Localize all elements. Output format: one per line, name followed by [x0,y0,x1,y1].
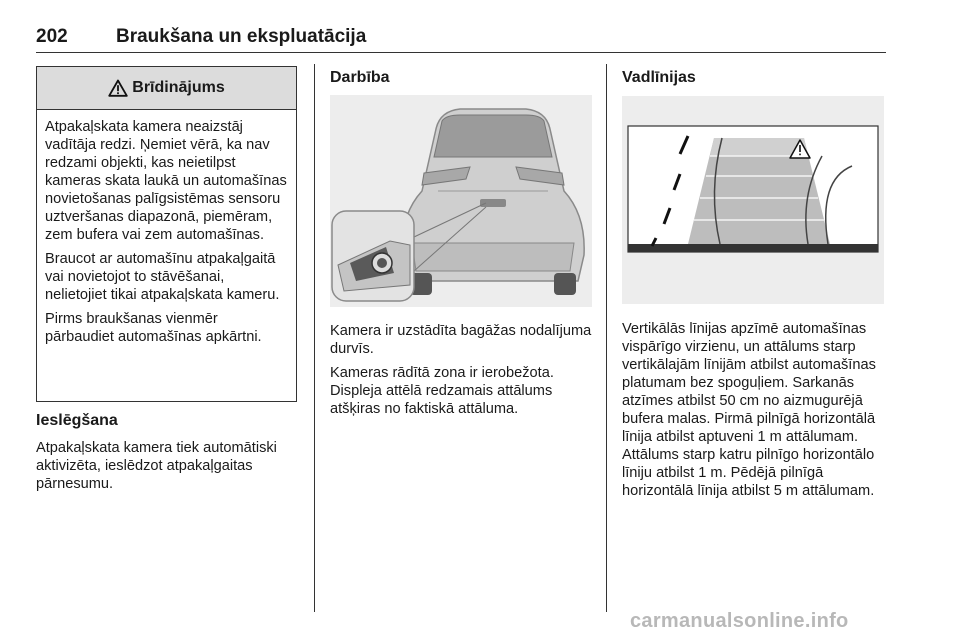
operation-text [330,322,592,424]
operation-paragraph: Kamera ir uzstādīta bagāžas nodalījuma durvīs. [330,323,592,357]
page-number: 202 [36,26,68,47]
warning-title: Brīdinājums [132,79,225,96]
column-divider-2 [606,64,607,612]
guidelines-paragraph: Vertikālās līnijas apzīmē automašīnas vispārīgo virzienu, un attālums starp vertikālajām līnijām atbilst automašīnas platumam bez spoguļiem. Sarkanās atzīmes atbilst 50 cm no aizmugurējā bufera malas. Pirmā pilnīgā horizontālā līnija atbilst aptuveni 1 m attālumam. Attālums starp katru pilnīgo horizontālo līniju atbilst 1 m. Pēdējā pilnīgā horizontālā līnija atbilst 5 m attālumam. [622,321,876,499]
activation-heading: Ieslēgšana [36,412,118,429]
warning-triangle-icon [108,79,128,97]
warning-paragraph: Braucot ar automašīnu atpakaļgaitā vai novietojot to stāvēšanai, nelietojiet tikai atpakaļskata kameru. [45,251,280,303]
rear-camera-illustration [330,95,592,307]
page-title: Braukšana un ekspluatācija [116,26,367,47]
page-header [36,22,886,53]
activation-paragraph: Atpakaļskata kamera tiek automātiski aktivizēta, ieslēdzot atpakaļgaitas pārnesumu. [36,440,277,492]
guidelines-text [622,320,892,506]
warning-paragraph: Atpakaļskata kamera neaizstāj vadītāja redzi. Ņemiet vērā, ka nav redzami objekti, kas neietilpst kameras skata laukā un automašīnas novietošanas palīgsistēmas sensoru uztveršanas diapazonā, piemēram, zem bufera vai zem automašīnas. [45,119,287,243]
guidelines-illustration [622,96,884,304]
operation-heading: Darbība [330,69,390,86]
warning-body [37,110,296,346]
guidelines-heading: Vadlīnijas [622,69,696,86]
activation-text [36,439,304,499]
warning-header [37,67,296,110]
warning-paragraph: Pirms braukšanas vienmēr pārbaudiet automašīnas apkārtni. [45,311,262,345]
warning-box [36,66,297,402]
column-divider-1 [314,64,315,612]
watermark: carmanualsonline.info [630,610,849,632]
operation-paragraph: Kameras rādītā zona ir ierobežota. Displeja attēlā redzamais attālums atšķiras no faktiskā attāluma. [330,365,554,417]
